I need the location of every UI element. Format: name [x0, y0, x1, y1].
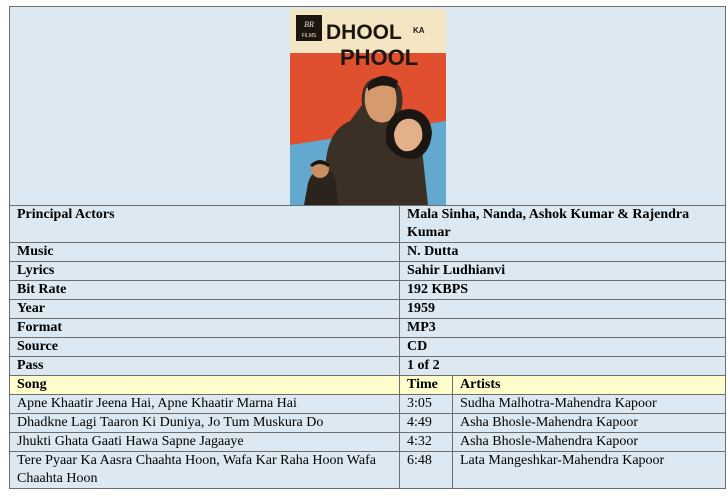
song-time: 6:48	[400, 452, 453, 489]
song-title: Dhadkne Lagi Taaron Ki Duniya, Jo Tum Muskura Do	[10, 414, 400, 433]
detail-row-music	[10, 243, 726, 262]
songs-header-song: Song	[10, 376, 400, 395]
svg-text:FILMS: FILMS	[301, 33, 317, 39]
detail-label: Music	[10, 243, 400, 262]
detail-label: Pass	[10, 357, 400, 376]
song-artists: Asha Bhosle-Mahendra Kapoor	[453, 414, 726, 433]
detail-label: Principal Actors	[10, 206, 400, 243]
poster-title-line2: PHOOL	[340, 45, 419, 70]
poster-title-ka: KA	[413, 26, 425, 35]
song-row	[10, 452, 726, 489]
detail-value: CD	[400, 338, 726, 357]
detail-label: Year	[10, 300, 400, 319]
detail-value: MP3	[400, 319, 726, 338]
detail-row-year	[10, 300, 726, 319]
song-title: Jhukti Ghata Gaati Hawa Sapne Jagaaye	[10, 433, 400, 452]
detail-value: 1 of 2	[400, 357, 726, 376]
poster-cell	[10, 7, 726, 206]
detail-label: Source	[10, 338, 400, 357]
song-row	[10, 433, 726, 452]
detail-row-actors	[10, 206, 726, 243]
poster-row	[10, 7, 726, 206]
detail-label: Format	[10, 319, 400, 338]
detail-row-format	[10, 319, 726, 338]
song-artists: Asha Bhosle-Mahendra Kapoor	[453, 433, 726, 452]
songs-header-time: Time	[400, 376, 453, 395]
detail-value: N. Dutta	[400, 243, 726, 262]
song-time: 3:05	[400, 395, 453, 414]
song-time: 4:49	[400, 414, 453, 433]
album-cover-image	[290, 9, 446, 205]
detail-value: 192 KBPS	[400, 281, 726, 300]
album-info-table	[9, 6, 726, 489]
song-row	[10, 414, 726, 433]
poster-title-line1: DHOOL	[326, 21, 402, 44]
song-artists: Sudha Malhotra-Mahendra Kapoor	[453, 395, 726, 414]
detail-value: Sahir Ludhianvi	[400, 262, 726, 281]
detail-label: Lyrics	[10, 262, 400, 281]
detail-row-lyrics	[10, 262, 726, 281]
detail-row-source	[10, 338, 726, 357]
detail-label: Bit Rate	[10, 281, 400, 300]
album-info	[9, 6, 725, 489]
songs-header-artists: Artists	[453, 376, 726, 395]
song-row	[10, 395, 726, 414]
songs-header-row	[10, 376, 726, 395]
song-title: Tere Pyaar Ka Aasra Chaahta Hoon, Wafa Kar Raha Hoon Wafa Chaahta Hoon	[10, 452, 400, 489]
song-title: Apne Khaatir Jeena Hai, Apne Khaatir Marna Hai	[10, 395, 400, 414]
song-artists: Lata Mangeshkar-Mahendra Kapoor	[453, 452, 726, 489]
detail-row-bitrate	[10, 281, 726, 300]
detail-row-pass	[10, 357, 726, 376]
detail-value: 1959	[400, 300, 726, 319]
svg-text:BR: BR	[304, 20, 314, 29]
detail-value: Mala Sinha, Nanda, Ashok Kumar & Rajendra Kumar	[400, 206, 726, 243]
song-time: 4:32	[400, 433, 453, 452]
